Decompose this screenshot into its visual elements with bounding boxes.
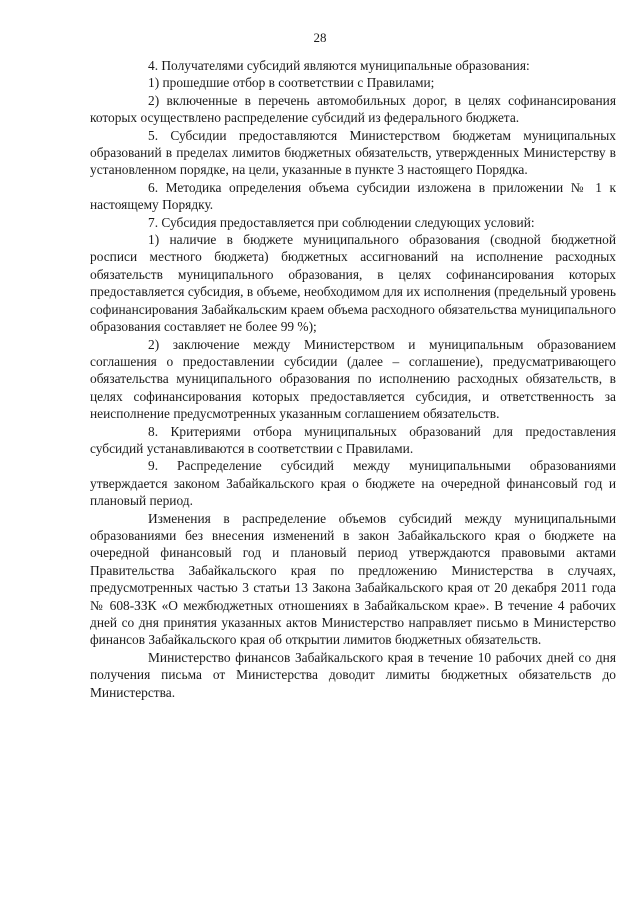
- paragraph-item-4-2: 2) включенные в перечень автомобильных дорог, в целях софинансирования которых осуществлено распределение субсидий из федерального бюджета.: [90, 92, 616, 126]
- paragraph-item-4: 4. Получателями субсидий являются муниципальные образования:: [148, 58, 530, 73]
- paragraph-item-8: 8. Критериями отбора муниципальных образований для предоставления субсидий устанавливаются в соответствии с Правилами.: [90, 423, 616, 456]
- paragraph-item-9: 9. Распределение субсидий между муниципальными образованиями утверждается законом Забайкальского края о бюджете на очередной финансовый год и плановый период.: [90, 458, 616, 509]
- page-number: 28: [313, 30, 327, 45]
- paragraph-item-9-changes: Изменения в распределение объемов субсидий между муниципальными образованиями без внесения изменений в закон Забайкальского края о бюджете на очередной финансовый год и плановый период утверждаются правовыми актами Правительства Забайкальского края по предложению Министерства в случаях, предусмотренных частью 3 статьи 13 Закона Забайкальского края от 20 декабря 2011 года № 608-ЗЗК «О межбюджетных отношениях в Забайкальском крае». В течение 4 рабочих дней со дня принятия указанных актов Министерство направляет письмо в Министерство финансов Забайкальского края об открытии лимитов бюджетных обязательств.: [90, 510, 616, 648]
- paragraph-item-4-1: 1) прошедшие отбор в соответствии с Правилами;: [148, 75, 435, 91]
- paragraph-item-7: 7. Субсидия предоставляется при соблюдении следующих условий:: [148, 214, 535, 230]
- paragraph-item-7-1: 1) наличие в бюджете муниципального образования (сводной бюджетной росписи местного бюджета) бюджетных ассигнований на исполнение расходных обязательств муниципального образования, в целях софинансирования которых предоставляется субсидия, в объеме, необходимом для их исполнения (предельный уровень софинансирования Забайкальским краем объема расходного обязательства муниципального образования составляет не более 99 %);: [90, 232, 616, 335]
- paragraph-item-9-ministry-finance: Министерство финансов Забайкальского края в течение 10 рабочих дней со дня получения письма от Министерства доводит лимиты бюджетных обязательств до Министерства.: [90, 649, 616, 700]
- document-body: [90, 57, 616, 701]
- paragraph-item-7-2: 2) заключение между Министерством и муниципальным образованием соглашения о предоставлении субсидии (далее – соглашение), предусматривающего обязательства муниципального образования по исполнению расходных обязательств, в целях софинансирования которых предоставляется субсидия, и ответственность за неисполнение предусмотренных указанным соглашением обязательств.: [90, 336, 616, 422]
- paragraph-item-5: 5. Субсидии предоставляются Министерством бюджетам муниципальных образований в пределах лимитов бюджетных обязательств, утвержденных Министерству в установленном порядке, на цели, указанные в пункте 3 настоящего Порядка.: [90, 127, 616, 178]
- paragraph-item-6: 6. Методика определения объема субсидии изложена в приложении № 1 к настоящему Порядку.: [90, 179, 616, 213]
